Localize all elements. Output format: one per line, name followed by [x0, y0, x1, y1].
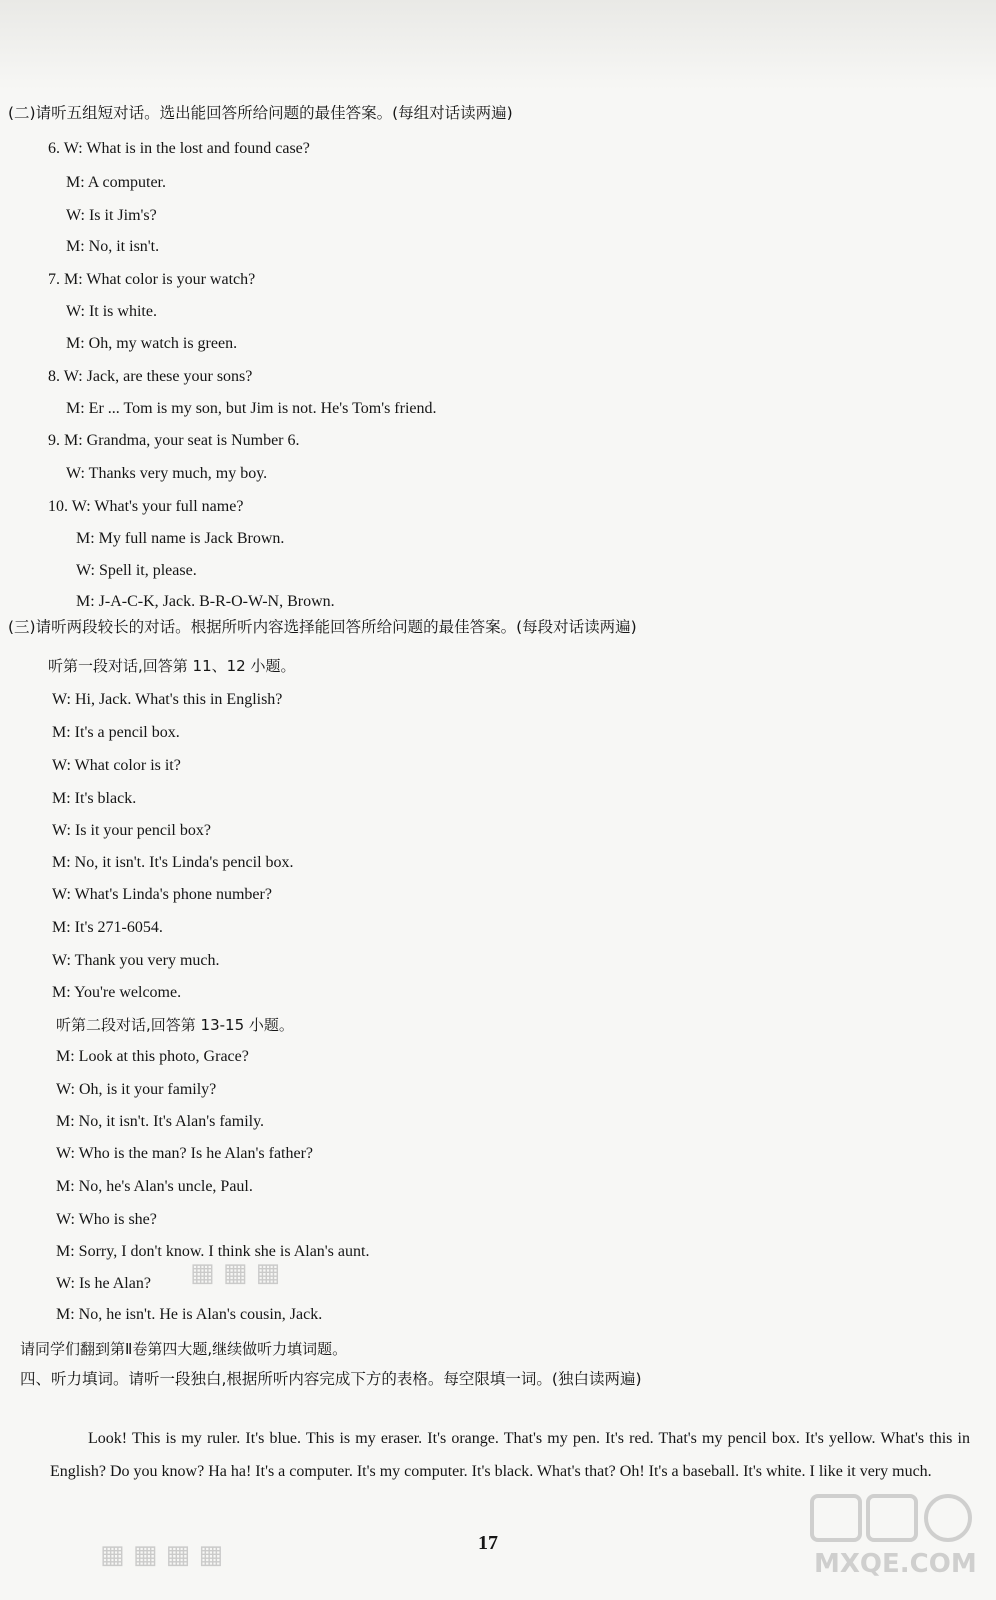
dialog-line: 6. W: What is in the lost and found case? — [48, 140, 310, 157]
section-2-heading: (二)请听五组短对话。选出能回答所给问题的最佳答案。(每组对话读两遍) — [8, 104, 513, 122]
watermark-logo — [808, 1492, 978, 1582]
dialog-line: 10. W: What's your full name? — [48, 498, 244, 515]
dialog-line: M: Oh, my watch is green. — [66, 335, 238, 352]
dialog-line: W: Spell it, please. — [76, 562, 197, 579]
dialog-line: M: It's 271-6054. — [52, 919, 163, 936]
dialog-line: W: What color is it? — [52, 757, 181, 774]
dialog-line: 9. M: Grandma, your seat is Number 6. — [48, 432, 300, 449]
dialog-line: W: Oh, is it your family? — [56, 1081, 217, 1098]
section-3-heading: (三)请听两段较长的对话。根据所听内容选择能回答所给问题的最佳答案。(每段对话读两遍) — [8, 618, 637, 636]
dialog-line: W: What's Linda's phone number? — [52, 886, 272, 903]
dialog-line: M: You're welcome. — [52, 984, 182, 1001]
dialog-line: M: Look at this photo, Grace? — [56, 1048, 249, 1065]
dialog-line: M: Er ... Tom is my son, but Jim is not. He's Tom's friend. — [66, 400, 437, 417]
dialog-line: W: Thanks very much, my boy. — [66, 465, 268, 482]
dialog-line: M: No, it isn't. It's Linda's pencil box. — [52, 854, 294, 871]
faint-stamp-mark: ▦ ▦ ▦ ▦ — [100, 1540, 224, 1570]
dialog-line: M: No, he's Alan's uncle, Paul. — [56, 1178, 253, 1195]
dialog-line: M: A computer. — [66, 174, 166, 191]
dialog-line: M: J-A-C-K, Jack. B-R-O-W-N, Brown. — [76, 593, 335, 610]
dialog-line: M: No, it isn't. It's Alan's family. — [56, 1113, 265, 1130]
dialog-line: M: It's black. — [52, 790, 137, 807]
dialog-line: M: No, it isn't. — [66, 238, 160, 255]
dialog-line: M: It's a pencil box. — [52, 724, 180, 741]
dialog-line: M: My full name is Jack Brown. — [76, 530, 285, 547]
dialog-line: W: Is it Jim's? — [66, 207, 157, 224]
dialog-line: M: Sorry, I don't know. I think she is Alan's aunt. — [56, 1243, 370, 1260]
watermark-text: MXQE.COM — [814, 1549, 977, 1579]
section-4-heading: 四、听力填词。请听一段独白,根据所听内容完成下方的表格。每空限填一词。(独白读两遍) — [20, 1370, 642, 1388]
dialog-line: W: Is it your pencil box? — [52, 822, 211, 839]
dialog-line: W: It is white. — [66, 303, 157, 320]
dialog-line: W: Who is the man? Is he Alan's father? — [56, 1145, 314, 1162]
dialog-line: W: Thank you very much. — [52, 952, 220, 969]
scan-shadow — [0, 0, 996, 90]
dialog-2-intro: 听第二段对话,回答第 13-15 小题。 — [56, 1016, 294, 1034]
dialog-line: W: Is he Alan? — [56, 1275, 151, 1292]
turn-page-note: 请同学们翻到第Ⅱ卷第四大题,继续做听力填词题。 — [20, 1340, 348, 1358]
dialog-line: W: Who is she? — [56, 1211, 157, 1228]
dialog-line: 7. M: What color is your watch? — [48, 271, 256, 288]
dialog-1-intro: 听第一段对话,回答第 11、12 小题。 — [48, 657, 296, 675]
faint-stamp-mark: ▦ ▦ ▦ — [190, 1258, 281, 1288]
dialog-line: 8. W: Jack, are these your sons? — [48, 368, 253, 385]
dialog-line: W: Hi, Jack. What's this in English? — [52, 691, 283, 708]
watermark-icon — [808, 1492, 978, 1582]
monologue-paragraph: Look! This is my ruler. It's blue. This is my eraser. It's orange. That's my pen. It's red. That's my pencil box. It's yellow. What's this in English? Do you know? Ha ha! It's a computer. It's my computer. It's black. What's that? Oh! It's a baseball. It's white. I like it very much. — [50, 1430, 970, 1480]
dialog-line: M: No, he isn't. He is Alan's cousin, Jack. — [56, 1306, 323, 1323]
page-number: 17 — [478, 1532, 498, 1554]
